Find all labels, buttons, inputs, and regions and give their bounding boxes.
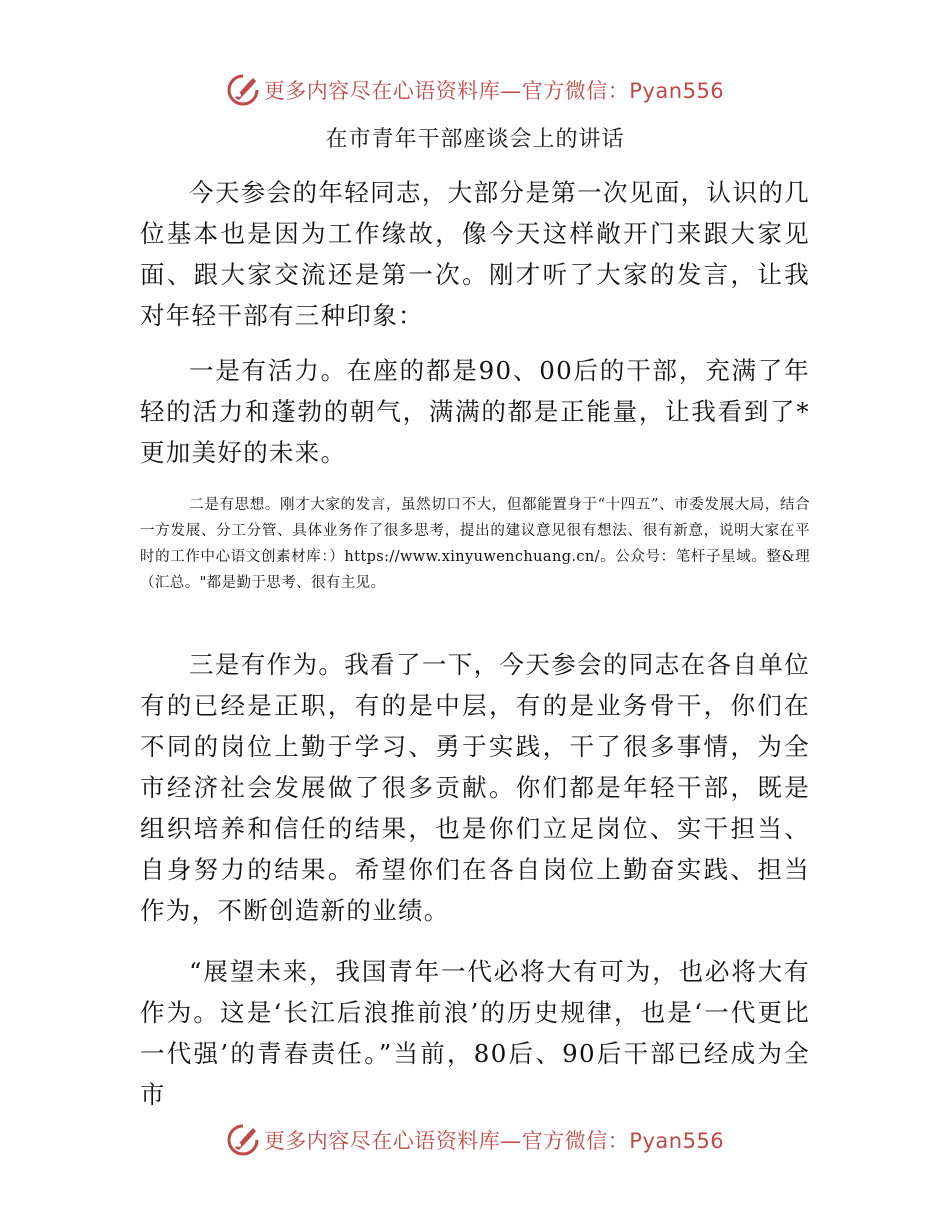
paragraph-outlook: “展望未来，我国青年一代必将大有可为，也必将大有作为。这是‘长江后浪推前浪’的历史规律，也是‘一代更比一代强’的青春责任。”当前，80后、90后干部已经成为全市 (140, 957, 810, 1109)
header-watermark-banner (0, 70, 950, 110)
paragraph-point-one: 一是有活力。在座的都是90、00后的干部，充满了年轻的活力和蓬勃的朝气，满满的都是正能量，让我看到了*更加美好的未来。 (140, 356, 810, 467)
watermark-text: 更多内容尽在心语资料库—官方微信：Pyan556 (263, 79, 725, 103)
footer-watermark-banner (0, 1120, 950, 1160)
pen-nib-circle-logo-icon (226, 73, 260, 107)
document-title: 在市青年干部座谈会上的讲话 (325, 127, 625, 152)
paragraph-point-two: 二是有思想。刚才大家的发言，虽然切口不大，但都能置身于“十四五”、市委发展大局，结合一方发展、分工分管、具体业务作了很多思考，提出的建议意见很有想法、很有新意，说明大家在平时的工作中心语文创素材库：）https://www.xinyuwenchuang.cn/。公众号：笔杆子星域。整&理（汇总。"都是勤于思考、很有主见。 (140, 497, 810, 591)
paragraph-point-three: 三是有作为。我看了一下，今天参会的同志在各自单位有的已经是正职，有的是中层，有的是业务骨干，你们在不同的岗位上勤于学习、勇于实践，干了很多事情，为全市经济社会发展做了很多贡献。你们都是年轻干部，既是组织培养和信任的结果，也是你们立足岗位、实干担当、自身努力的结果。希望你们在各自岗位上勤奋实践、担当作为，不断创造新的业绩。 (140, 650, 810, 925)
paragraph-intro: 今天参会的年轻同志，大部分是第一次见面，认识的几位基本也是因为工作缘故，像今天这样敞开门来跟大家见面、跟大家交流还是第一次。刚才听了大家的发言，让我对年轻干部有三种印象： (140, 178, 810, 330)
pen-nib-circle-logo-icon (226, 1123, 260, 1157)
watermark-text: 更多内容尽在心语资料库—官方微信：Pyan556 (263, 1129, 725, 1153)
